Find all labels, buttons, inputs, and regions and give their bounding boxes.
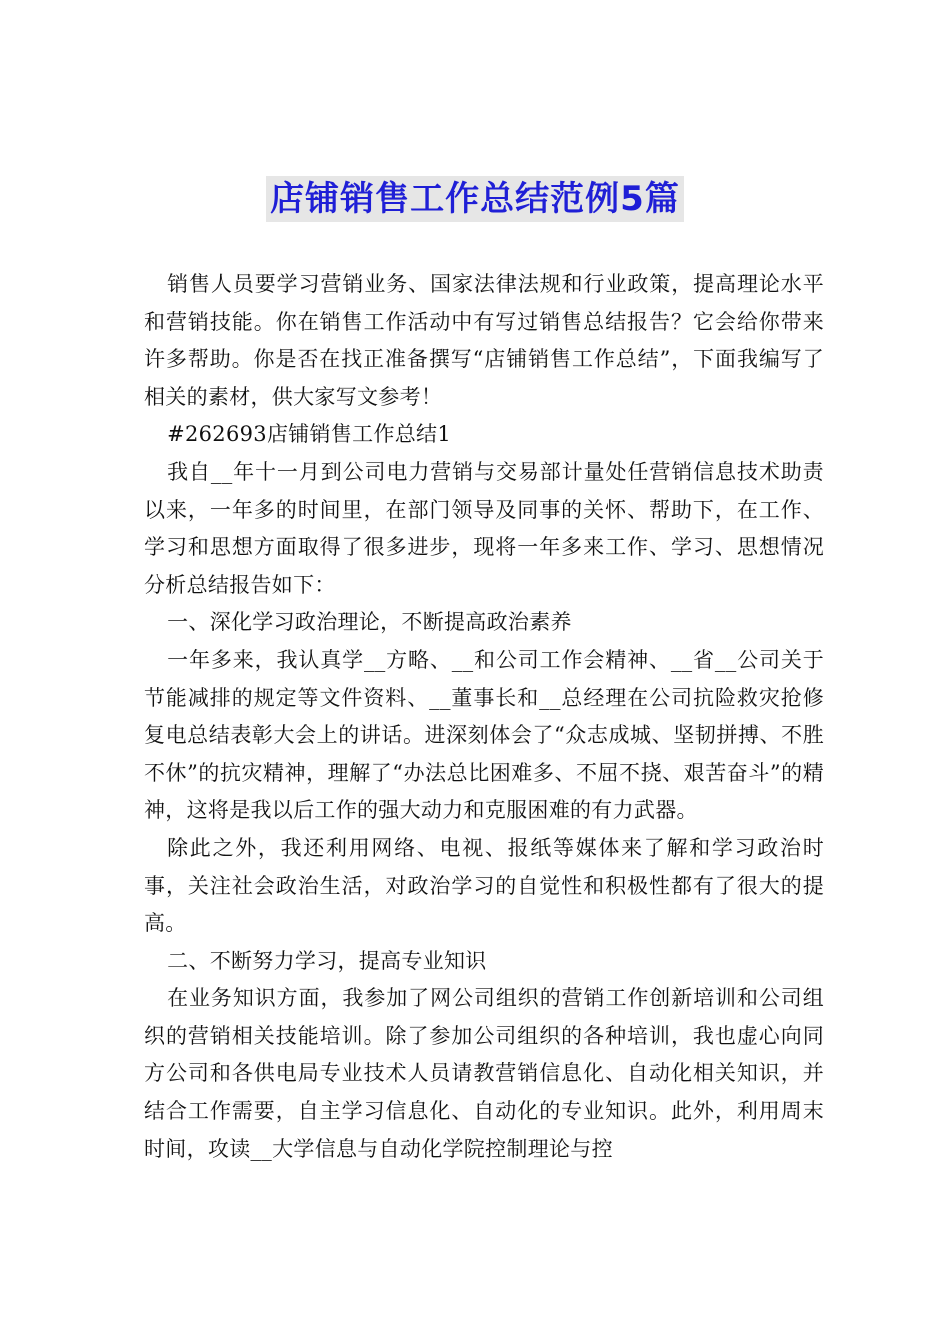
section-heading-1: #262693店铺销售工作总结1 [167, 422, 452, 447]
body-paragraph: 我自__年十一月到公司电力营销与交易部计量处任营销信息技术助责以来，一年多的时间里，在部门领导及同事的关怀、帮助下，在工作、学习和思想方面取得了很多进步，现将一年多来工作、学习、思想情况分析总结报告如下： [144, 459, 824, 597]
document-title: 店铺销售工作总结范例5篇 [266, 176, 684, 222]
intro-paragraph: 销售人员要学习营销业务、国家法律法规和行业政策，提高理论水平和营销技能。你在销售工作活动中有写过销售总结报告？它会给你带来许多帮助。你是否在找正准备撰写“店铺销售工作总结”，下面我编写了相关的素材，供大家写文参考！ [144, 272, 824, 409]
body-paragraph: 除此之外，我还利用网络、电视、报纸等媒体来了解和学习政治时事，关注社会政治生活，对政治学习的自觉性和积极性都有了很大的提高。 [144, 835, 824, 936]
subsection-heading-study: 二、不断努力学习，提高专业知识 [167, 948, 487, 973]
body-paragraph: 一年多来，我认真学__方略、__和公司工作会精神、__省__公司关于节能减排的规定等文件资料、__董事长和__总经理在公司抗险救灾抢修复电总结表彰大会上的讲话。进深刻体会了“众志成城、坚韧拼搏、不胜不休”的抗灾精神，理解了“办法总比困难多、不屈不挠、艰苦奋斗”的精神，这将是我以后工作的强大动力和克服困难的有力武器。 [144, 647, 824, 823]
subsection-heading-politics: 一、深化学习政治理论，不断提高政治素养 [167, 610, 572, 635]
title-container [0, 176, 950, 222]
document-body [144, 266, 824, 1168]
body-paragraph: 在业务知识方面，我参加了网公司组织的营销工作创新培训和公司组织的营销相关技能培训。除了参加公司组织的各种培训，我也虚心向同方公司和各供电局专业技术人员请教营销信息化、自动化相关知识，并结合工作需要，自主学习信息化、自动化的专业知识。此外，利用周末时间，攻读__大学信息与自动化学院控制理论与控 [144, 986, 824, 1161]
